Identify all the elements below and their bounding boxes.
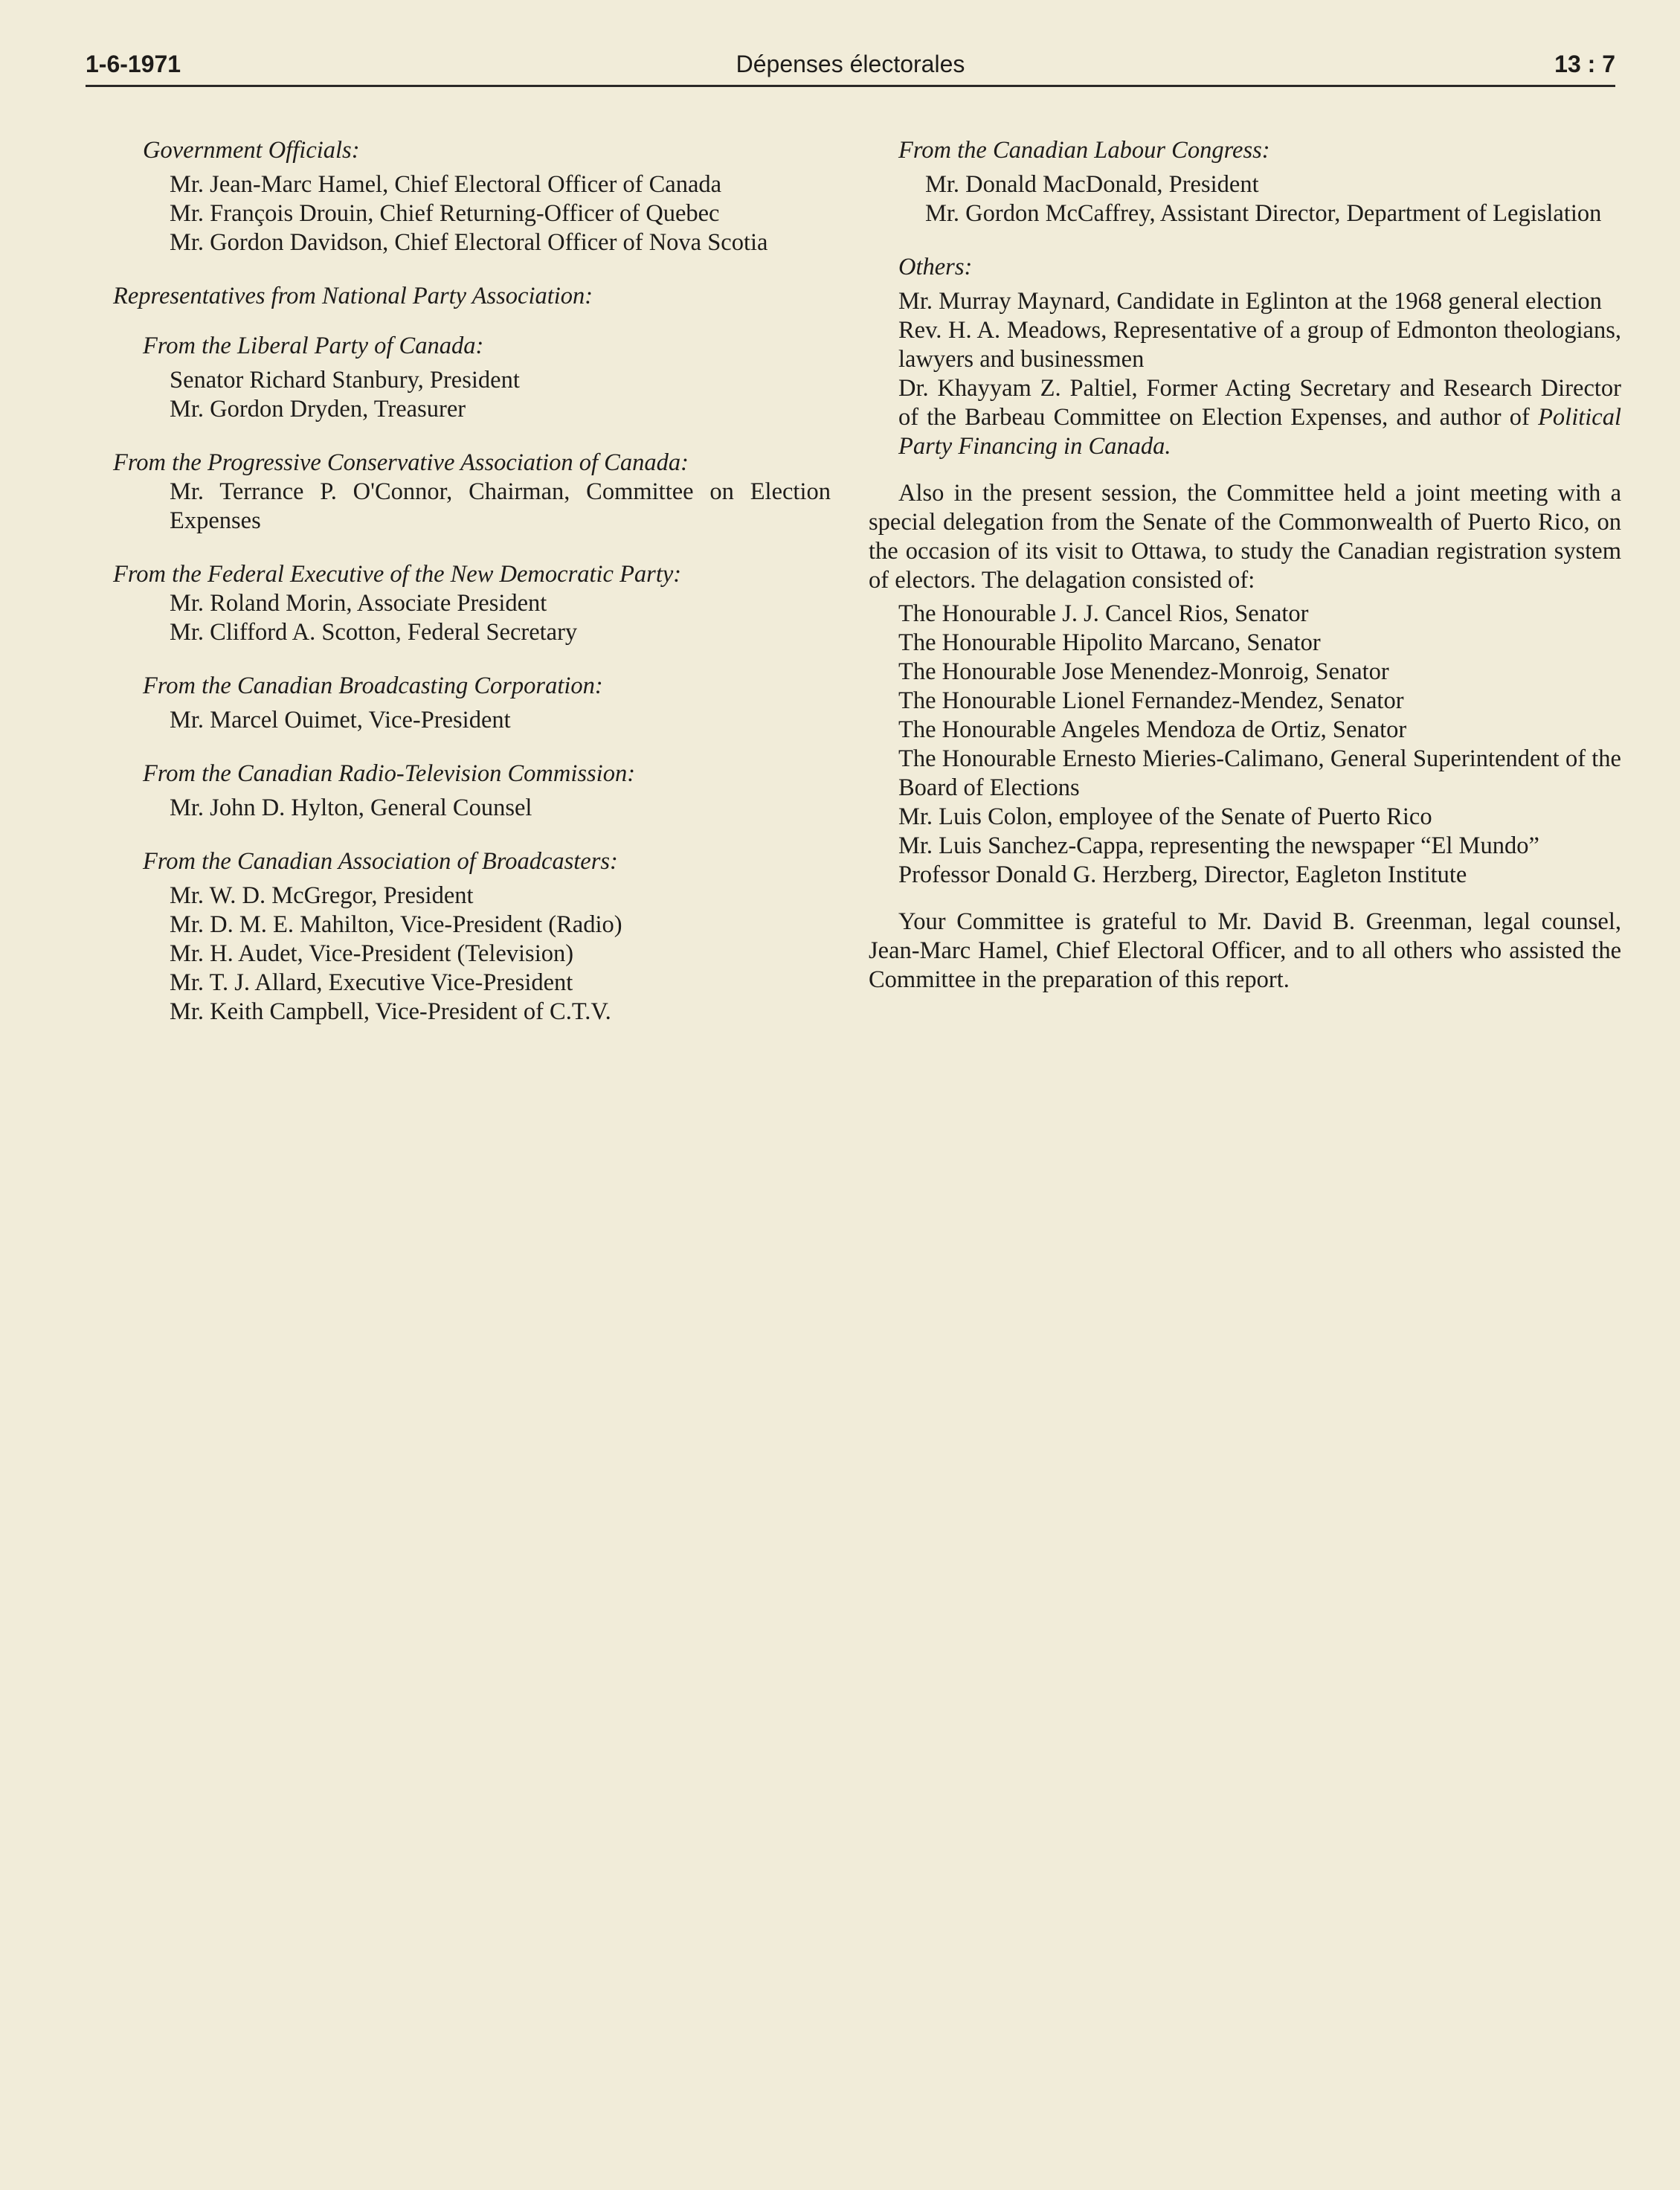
left-column — [113, 136, 831, 1051]
list-item: Professor Donald G. Herzberg, Director, Eagleton Institute — [898, 861, 1467, 888]
section-heading: From the Canadian Labour Congress: — [898, 137, 1270, 164]
list-item — [898, 374, 1621, 461]
section-heading: From the Federal Executive of the New Democratic Party: — [113, 561, 682, 588]
broadcasters-section — [113, 847, 831, 1027]
list-item: Mr. Jean-Marc Hamel, Chief Electoral Officer of Canada — [170, 171, 722, 198]
list-item: The Honourable Jose Menendez-Monroig, Senator — [898, 658, 1389, 685]
header-page-number: 13 : 7 — [1554, 51, 1615, 77]
right-column — [869, 136, 1621, 999]
list-item: Senator Richard Stanbury, President — [170, 367, 520, 394]
section-heading: Government Officials: — [143, 137, 360, 164]
joint-meeting-paragraph: Also in the present session, the Committee held a joint meeting with a special delegation from the Senate of the Commonwealth of Puerto Rico, on the occasion of its visit to Ottawa, to study the Canadian registration system of electors. The delagation consisted of: — [869, 480, 1621, 594]
section-heading: Others: — [898, 254, 973, 280]
labour-congress-section — [869, 136, 1621, 228]
section-heading: From the Liberal Party of Canada: — [143, 333, 484, 359]
list-item: The Honourable J. J. Cancel Rios, Senator — [898, 600, 1309, 627]
list-item: Mr. Gordon Davidson, Chief Electoral Officer of Nova Scotia — [170, 229, 768, 256]
list-item: Mr. Luis Sanchez-Cappa, representing the newspaper “El Mundo” — [898, 832, 1539, 859]
book-title: Political Party Financing in Canada. — [898, 404, 1622, 460]
list-item: The Honourable Angeles Mendoza de Ortiz, Senator — [898, 716, 1407, 743]
list-item: Mr. Donald MacDonald, President — [925, 171, 1259, 198]
list-item: Mr. Luis Colon, employee of the Senate of Puerto Rico — [898, 803, 1432, 830]
list-item: Mr. John D. Hylton, General Counsel — [170, 794, 532, 821]
list-item: Mr. D. M. E. Mahilton, Vice-President (Radio) — [170, 911, 622, 938]
section-heading: From the Canadian Broadcasting Corporation: — [143, 672, 603, 699]
list-item: Mr. Roland Morin, Associate President — [170, 590, 547, 617]
header-date: 1-6-1971 — [86, 51, 181, 77]
closing-paragraph: Your Committee is grateful to Mr. David B. Greenman, legal counsel, Jean-Marc Hamel, Chief Electoral Officer, and to all others who assisted the Committee in the preparation of this report. — [869, 908, 1621, 993]
list-item: The Honourable Lionel Fernandez-Mendez, Senator — [898, 687, 1404, 714]
section-heading: Representatives from National Party Association: — [113, 283, 593, 309]
list-item: Mr. Keith Campbell, Vice-President of C.T.V. — [170, 998, 611, 1025]
party-association-heading-block — [113, 282, 831, 311]
list-item: Mr. Clifford A. Scotton, Federal Secretary — [170, 619, 578, 646]
page-header — [86, 48, 1615, 87]
list-item: Mr. Gordon Dryden, Treasurer — [170, 396, 466, 423]
cbc-section — [113, 672, 831, 735]
list-item: Rev. H. A. Meadows, Representative of a group of Edmonton theologians, lawyers and businessmen — [898, 317, 1621, 373]
progressive-conservative-section — [113, 449, 831, 536]
section-heading: From the Progressive Conservative Association of Canada: — [113, 449, 689, 476]
list-item: Mr. H. Audet, Vice-President (Television) — [170, 940, 574, 967]
list-item: Mr. T. J. Allard, Executive Vice-President — [170, 969, 573, 996]
list-item: Mr. Marcel Ouimet, Vice-President — [170, 707, 511, 733]
list-item: The Honourable Hipolito Marcano, Senator — [898, 629, 1321, 656]
list-item: Mr. Terrance P. O'Connor, Chairman, Committee on Election Expenses — [170, 478, 831, 534]
ndp-section — [113, 560, 831, 647]
crtc-section — [113, 760, 831, 823]
list-item: Mr. François Drouin, Chief Returning-Officer of Quebec — [170, 200, 720, 227]
list-item: Mr. Gordon McCaffrey, Assistant Director, Department of Legislation — [925, 200, 1602, 227]
section-heading: From the Canadian Association of Broadcasters: — [143, 848, 618, 875]
list-item: The Honourable Ernesto Mieries-Calimano, General Superintendent of the Board of Elections — [898, 745, 1621, 801]
government-officials-section — [113, 136, 831, 257]
liberal-party-section — [113, 332, 831, 424]
delegation-list — [898, 600, 1621, 890]
others-section — [869, 253, 1621, 461]
paltiel-description: Dr. Khayyam Z. Paltiel, Former Acting Secretary and Research Director of the Barbeau Committee on Election Expenses, and author of — [898, 375, 1621, 431]
list-item: Mr. Murray Maynard, Candidate in Eglinton at the 1968 general election — [898, 288, 1602, 315]
list-item: Mr. W. D. McGregor, President — [170, 882, 474, 909]
header-title: Dépenses électorales — [736, 51, 965, 77]
section-heading: From the Canadian Radio-Television Commission: — [143, 760, 636, 787]
